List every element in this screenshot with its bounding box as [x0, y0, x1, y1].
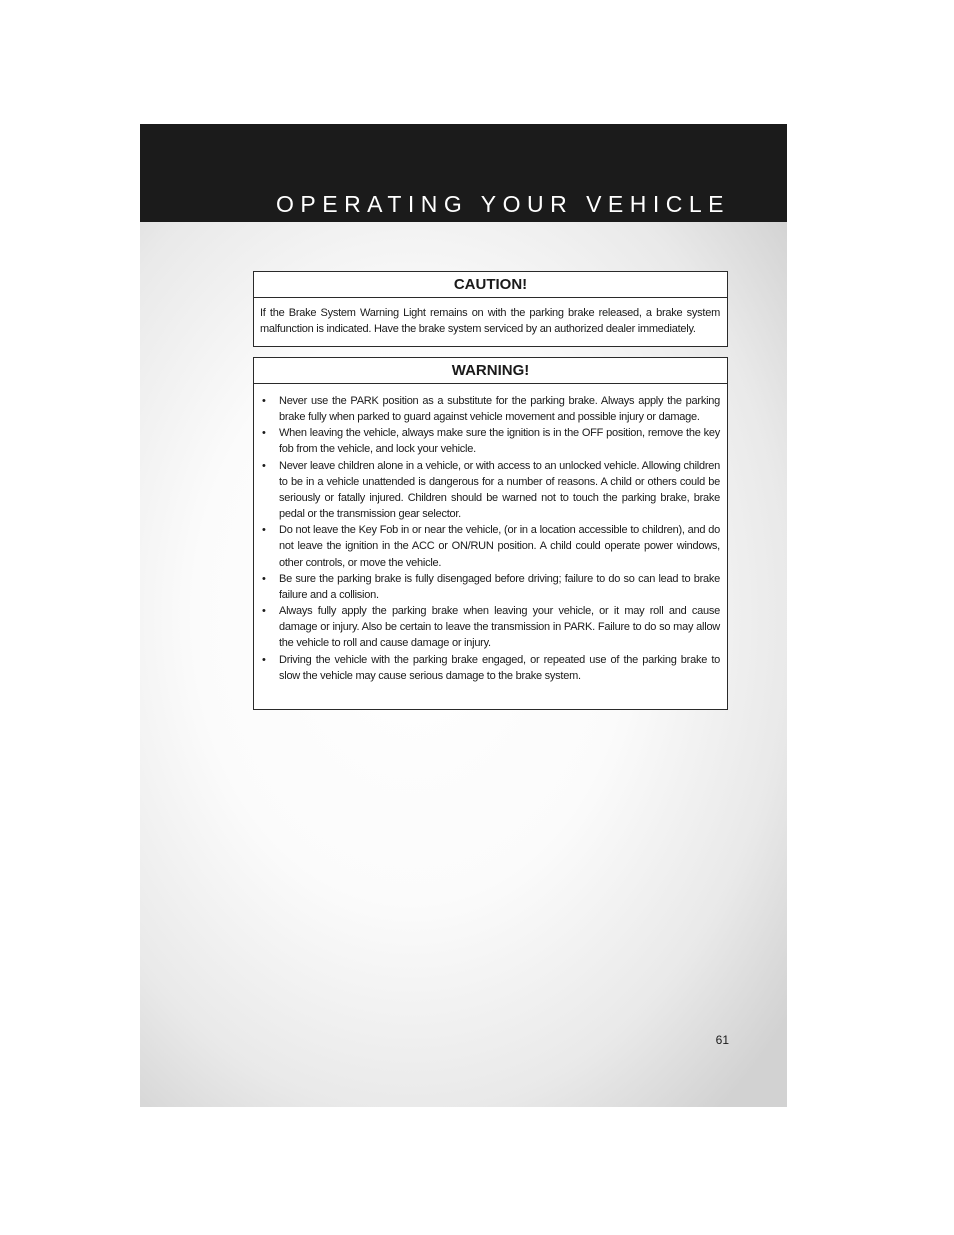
warning-item-text: When leaving the vehicle, always make sure the ignition is in the OFF position, remove the key fob from the vehicle, and lock your vehicle. [279, 427, 720, 456]
page-number: 61 [715, 1033, 729, 1047]
caution-text: If the Brake System Warning Light remains on with the parking brake released, a brake system malfunction is indicated. Have the brake system serviced by an authorized dealer immediately. [260, 307, 720, 336]
warning-item-text: Be sure the parking brake is fully disengaged before driving; failure to do so can lead to brake failure and a collision. [279, 572, 720, 601]
warning-item-text: Do not leave the Key Fob in or near the vehicle, (or in a location accessible to children), and do not leave the ignition in the ACC or ON/RUN position. A child could operate power windows, other controls, or move the vehicle. [279, 524, 720, 569]
warning-list [254, 384, 727, 684]
bullet-icon: • [262, 395, 266, 407]
warning-item [262, 571, 720, 603]
warning-item [262, 603, 720, 651]
bullet-icon: • [262, 572, 266, 585]
warning-item-text: Always fully apply the parking brake when leaving your vehicle, or it may roll and cause damage or injury. Also be certain to leave the transmission in PARK. Failure to do so may allow the vehicle to roll and cause damage or injury. [279, 605, 720, 650]
caution-heading: CAUTION! [254, 272, 727, 298]
bullet-icon: • [262, 427, 266, 440]
warning-item [262, 393, 720, 425]
manual-page [140, 124, 787, 1107]
warning-item [262, 458, 720, 523]
warning-item-text: Never leave children alone in a vehicle, or with access to an unlocked vehicle. Allowing children to be in a vehicle unattended is dangerous for a number of reasons. A child or others could be seriously or fatally injured. Children should be warned not to touch the parking brake, brake pedal or the transmission gear selector. [279, 459, 720, 521]
warning-box [253, 357, 728, 710]
bullet-icon: • [262, 653, 266, 666]
section-title: OPERATING YOUR VEHICLE [276, 191, 730, 217]
warning-item-text: Never use the PARK position as a substitute for the parking brake. Always apply the parking brake fully when parked to guard against vehicle movement and possible injury or damage. [279, 395, 720, 424]
warning-item [262, 522, 720, 570]
bullet-icon: • [262, 459, 266, 472]
warning-heading: WARNING! [254, 358, 727, 384]
bullet-icon: • [262, 524, 266, 537]
warning-item [262, 652, 720, 684]
header-band [140, 124, 787, 222]
caution-box [253, 271, 728, 347]
warning-item [262, 425, 720, 457]
bullet-icon: • [262, 605, 266, 618]
warning-item-text: Driving the vehicle with the parking brake engaged, or repeated use of the parking brake to slow the vehicle may cause serious damage to the brake system. [279, 653, 720, 682]
